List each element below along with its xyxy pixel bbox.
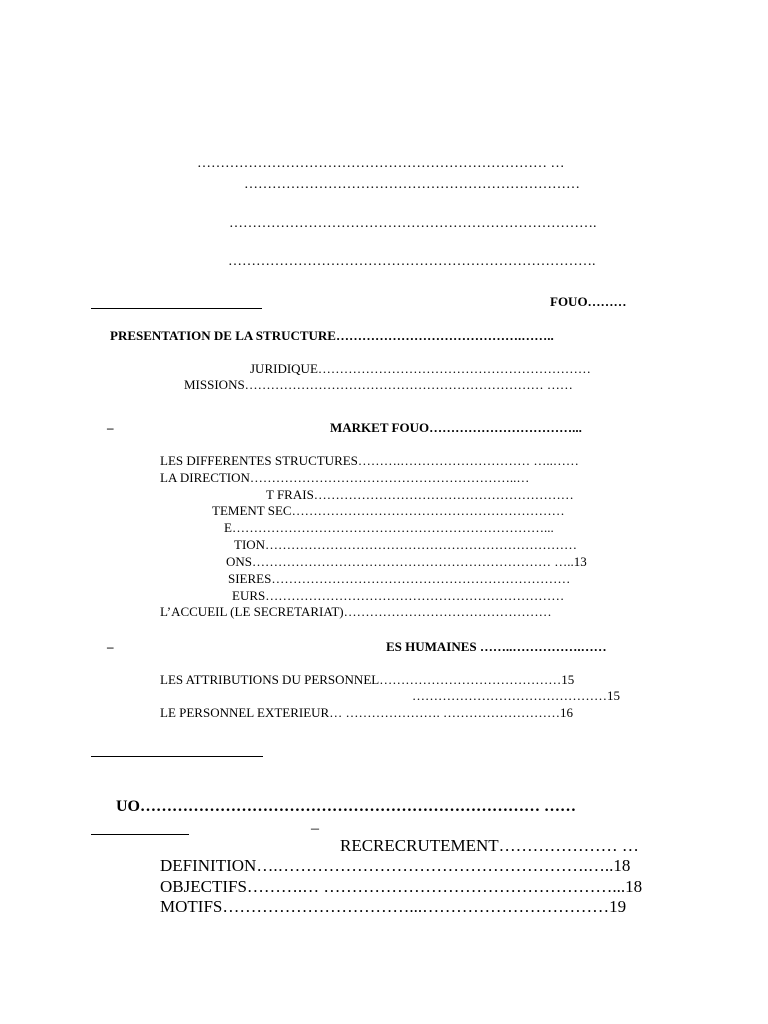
toc-recrutement: RECRECRUTEMENT………………… … <box>340 836 639 855</box>
toc-dotted-line-4: ……………………………………………………………………. <box>228 254 596 269</box>
toc-structure-item: LES DIFFERENTES STRUCTURES……….………………………… …..…… <box>160 453 579 468</box>
toc-structure-item: ONS…………………………………………………………… …..13 <box>226 554 587 569</box>
toc-rh-item: ………………………………………15 <box>412 688 620 703</box>
toc-rec-item: OBJECTIFS……….… ……………………………………………...18 <box>160 877 643 896</box>
toc-market: MARKET FOUO……………………………... <box>330 420 582 435</box>
chapter-rule-2 <box>91 756 263 757</box>
toc-uo: UO………………………………………………………………… …… <box>116 798 576 815</box>
toc-rh-dash: – <box>107 639 114 654</box>
chapter1-title: FOUO……… <box>550 294 627 309</box>
toc-dotted-line-1: ………………………………………………………………… … <box>197 156 565 171</box>
toc-rh-item: LE PERSONNEL EXTERIEUR… …………………. ………………………16 <box>160 705 573 720</box>
toc-structure-item: SIERES…………………………………………………………… <box>228 571 571 586</box>
toc-rh-item: LES ATTRIBUTIONS DU PERSONNEL……………………………………15 <box>160 672 575 687</box>
chapter-rule-3 <box>91 834 189 835</box>
toc-presentation: PRESENTATION DE LA STRUCTURE…………………………………….…….. <box>110 328 554 343</box>
toc-missions: MISSIONS…………………………………………………………… …… <box>184 377 573 392</box>
toc-rh: ES HUMAINES ……..…………….…… <box>386 639 607 654</box>
toc-structure-item: T FRAIS…………………………………………………… <box>266 487 574 502</box>
toc-structure-item: TEMENT SEC……………………………………………………… <box>212 503 565 518</box>
toc-rec-item: DEFINITION….……………………………………………….…..18 <box>160 856 631 875</box>
toc-dotted-line-2: ……………………………………………………………… <box>244 177 580 192</box>
toc-rec-item: MOTIFS……………………………...……………………………19 <box>160 897 627 916</box>
toc-structure-item: L’ACCUEIL (LE SECRETARIAT)………………………………………… <box>160 604 552 619</box>
toc-dash-2: – <box>311 820 319 837</box>
toc-structure-item: TION……………………………………………………………… <box>234 537 578 552</box>
toc-market-dash: – <box>107 420 114 435</box>
chapter-rule-1 <box>91 308 262 309</box>
toc-structure-item: LA DIRECTION……………………………………………………..… <box>160 470 530 485</box>
toc-juridique: JURIDIQUE……………………………………………………… <box>250 361 591 376</box>
toc-structure-item: EURS…………………………………………………………… <box>232 588 565 603</box>
toc-structure-item: E………………………………………………………………... <box>224 520 554 535</box>
toc-dotted-line-3: ……………………………………………………………………. <box>229 216 597 231</box>
